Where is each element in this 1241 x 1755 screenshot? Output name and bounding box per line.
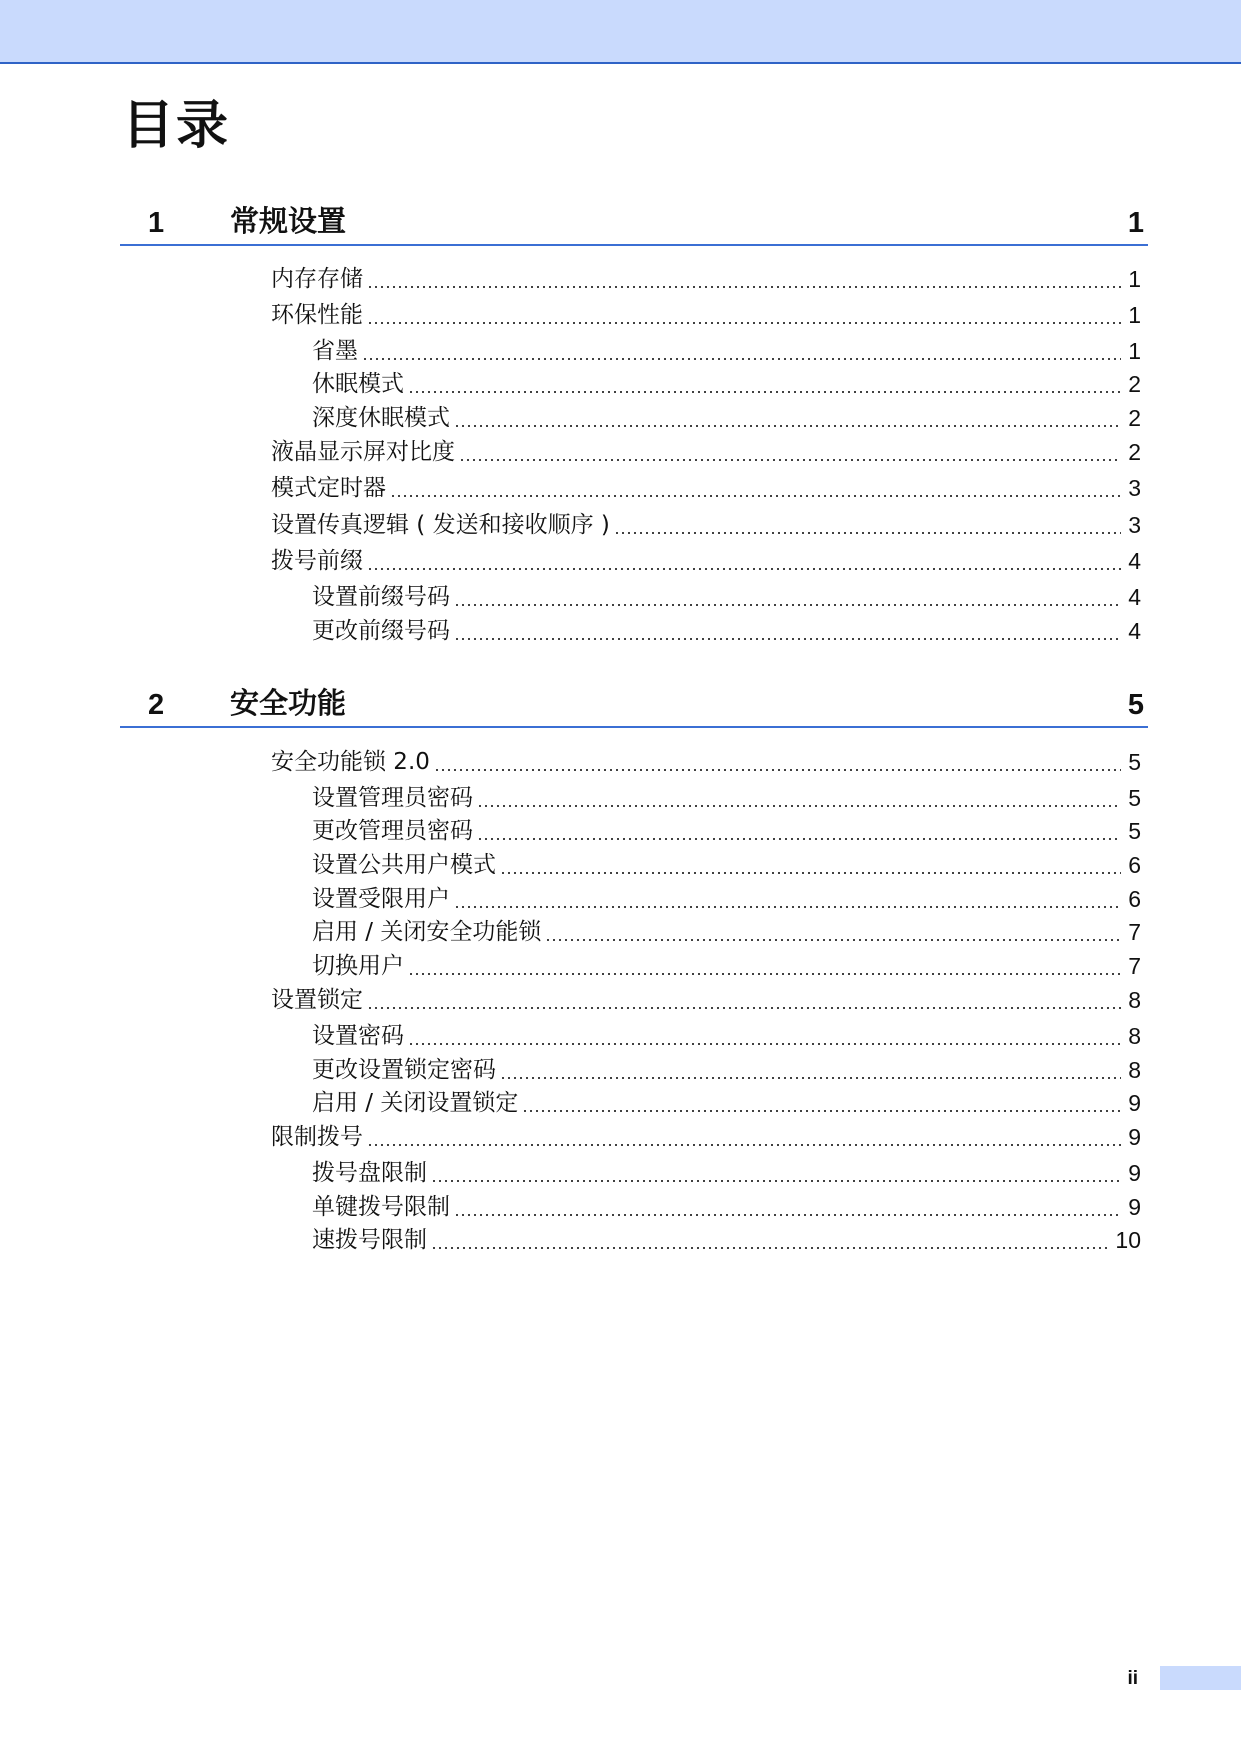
toc-entry-page: 8 <box>1128 1023 1141 1049</box>
toc-entry-page: 9 <box>1128 1090 1141 1116</box>
chapter-title: 安全功能 <box>230 686 347 720</box>
chapter-number: 1 <box>148 207 165 239</box>
toc-entry-page: 5 <box>1128 818 1141 844</box>
toc-entry-label: 休眠模式 <box>312 373 408 396</box>
toc-entry[interactable] <box>312 1153 1141 1185</box>
toc-entry-page: 4 <box>1128 584 1141 610</box>
dot-leader <box>477 838 1121 840</box>
dot-leader <box>545 939 1121 941</box>
toc-entry[interactable] <box>312 879 1141 911</box>
toc-entry-page: 3 <box>1128 512 1141 538</box>
chapter-page-number: 5 <box>1127 689 1144 721</box>
toc-entry-page: 1 <box>1128 338 1141 364</box>
toc-entry-label: 拨号前缀 <box>271 550 367 573</box>
toc-entry-page: 2 <box>1128 405 1141 431</box>
dot-leader <box>408 1043 1121 1045</box>
dot-leader <box>614 532 1121 534</box>
dot-leader <box>367 1007 1121 1009</box>
toc-entry[interactable] <box>312 946 1141 978</box>
toc-entry-page: 3 <box>1128 475 1141 501</box>
toc-entry-label: 设置锁定 <box>271 989 367 1012</box>
toc-entry-label: 更改管理员密码 <box>312 820 477 843</box>
toc-entry-label: 省墨 <box>312 340 362 363</box>
dot-leader <box>500 1077 1121 1079</box>
toc-entry[interactable] <box>271 1117 1141 1149</box>
toc-entry-label: 液晶显示屏对比度 <box>271 441 459 464</box>
dot-leader <box>408 973 1121 975</box>
toc-entry-label: 拨号盘限制 <box>312 1162 431 1185</box>
toc-entry-label: 切换用户 <box>312 955 408 978</box>
chapter-number: 2 <box>148 689 165 721</box>
dot-leader <box>431 1247 1109 1249</box>
toc-entry-page: 7 <box>1128 919 1141 945</box>
dot-leader <box>362 358 1121 360</box>
toc-entry-label: 内存存储 <box>271 268 367 291</box>
toc-entry-label: 模式定时器 <box>271 477 390 500</box>
toc-entry-label: 启用 / 关闭设置锁定 <box>312 1092 522 1115</box>
toc-entry[interactable] <box>312 331 1141 363</box>
toc-entry[interactable] <box>271 980 1141 1012</box>
toc-entry-page: 6 <box>1128 886 1141 912</box>
footer-page-number: ii <box>1127 1668 1138 1689</box>
footer-tab <box>1160 1666 1241 1690</box>
toc-entry-page: 4 <box>1128 618 1141 644</box>
toc-entry-page: 4 <box>1128 548 1141 574</box>
toc-entry-label: 单键拨号限制 <box>312 1196 454 1219</box>
toc-entry-label: 设置管理员密码 <box>312 787 477 810</box>
dot-leader <box>434 769 1121 771</box>
toc-entry-label: 限制拨号 <box>271 1126 367 1149</box>
dot-leader <box>459 459 1121 461</box>
toc-entry-page: 9 <box>1128 1160 1141 1186</box>
toc-entry-page: 8 <box>1128 1057 1141 1083</box>
dot-leader <box>367 568 1121 570</box>
toc-entry[interactable] <box>312 1016 1141 1048</box>
toc-entry-page: 10 <box>1115 1227 1141 1253</box>
toc-entry[interactable] <box>312 811 1141 843</box>
toc-entry[interactable] <box>312 1050 1141 1082</box>
toc-entry-label: 环保性能 <box>271 304 367 327</box>
toc-entry-page: 1 <box>1128 266 1141 292</box>
toc-entry[interactable] <box>312 912 1141 944</box>
toc-entry[interactable] <box>271 259 1141 291</box>
toc-entry[interactable] <box>312 778 1141 810</box>
toc-entry-page: 9 <box>1128 1194 1141 1220</box>
dot-leader <box>454 638 1121 640</box>
dot-leader <box>454 604 1121 606</box>
toc-entry-label: 更改设置锁定密码 <box>312 1059 500 1082</box>
chapter-heading[interactable] <box>120 684 1148 728</box>
chapter-heading[interactable] <box>120 202 1148 246</box>
toc-entry-page: 9 <box>1128 1124 1141 1150</box>
toc-entry-label: 设置传真逻辑 ( 发送和接收顺序 ) <box>271 514 614 537</box>
toc-entry[interactable] <box>312 845 1141 877</box>
toc-entry-page: 1 <box>1128 302 1141 328</box>
toc-entry-label: 设置密码 <box>312 1025 408 1048</box>
toc-entry[interactable] <box>271 432 1141 464</box>
dot-leader <box>500 872 1121 874</box>
toc-entry-label: 设置受限用户 <box>312 888 454 911</box>
toc-entry-label: 设置前缀号码 <box>312 586 454 609</box>
toc-entry-page: 5 <box>1128 749 1141 775</box>
header-band <box>0 0 1241 64</box>
toc-entry-page: 8 <box>1128 987 1141 1013</box>
toc-entry-label: 深度休眠模式 <box>312 407 454 430</box>
toc-entry[interactable] <box>271 505 1141 537</box>
dot-leader <box>408 391 1121 393</box>
toc-entry-label: 设置公共用户模式 <box>312 854 500 877</box>
page-title: 目录 <box>122 96 231 156</box>
toc-entry[interactable] <box>312 611 1141 643</box>
toc-entry-page: 2 <box>1128 439 1141 465</box>
toc-entry[interactable] <box>312 1187 1141 1219</box>
toc-entry-page: 5 <box>1128 785 1141 811</box>
chapter-title: 常规设置 <box>230 204 347 238</box>
toc-entry-label: 启用 / 关闭安全功能锁 <box>312 921 545 944</box>
toc-entry[interactable] <box>271 295 1141 327</box>
toc-entry[interactable] <box>312 398 1141 430</box>
dot-leader <box>454 1214 1121 1216</box>
dot-leader <box>522 1110 1121 1112</box>
dot-leader <box>367 286 1121 288</box>
dot-leader <box>454 425 1121 427</box>
toc-entry[interactable] <box>271 541 1141 573</box>
toc-entry[interactable] <box>271 468 1141 500</box>
dot-leader <box>454 906 1121 908</box>
dot-leader <box>390 495 1121 497</box>
chapter-page-number: 1 <box>1127 207 1144 239</box>
toc-entry-label: 更改前缀号码 <box>312 620 454 643</box>
toc-entry-label: 速拨号限制 <box>312 1229 431 1252</box>
dot-leader <box>477 805 1121 807</box>
toc-entry-page: 2 <box>1128 371 1141 397</box>
toc-entry[interactable] <box>312 1083 1141 1115</box>
toc-entry[interactable] <box>312 364 1141 396</box>
toc-entry[interactable] <box>271 742 1141 774</box>
toc-entry-page: 6 <box>1128 852 1141 878</box>
dot-leader <box>367 1144 1121 1146</box>
toc-entry[interactable] <box>312 577 1141 609</box>
toc-entry-label: 安全功能锁 2.0 <box>271 751 434 774</box>
dot-leader <box>367 322 1121 324</box>
toc-entry[interactable] <box>312 1220 1141 1252</box>
toc-entry-page: 7 <box>1128 953 1141 979</box>
dot-leader <box>431 1180 1121 1182</box>
